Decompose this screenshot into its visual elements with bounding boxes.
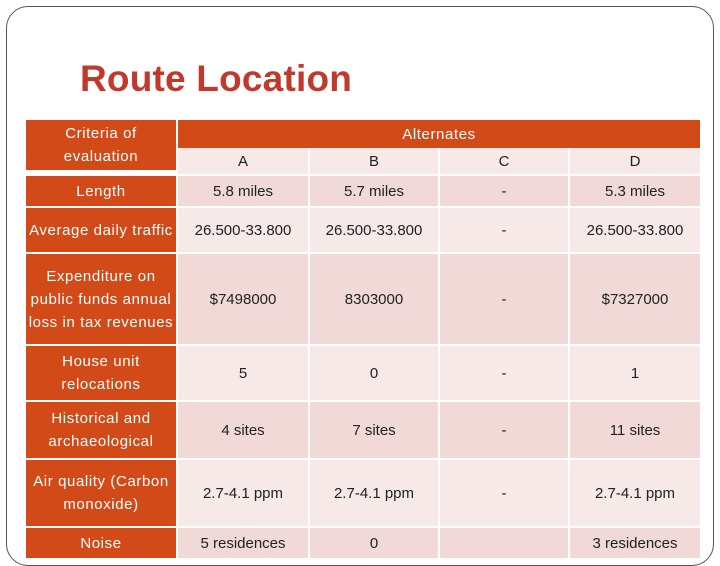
table-row-criterion: Historical and archaeological <box>26 402 176 458</box>
table-cell: $7498000 <box>178 254 308 344</box>
table-cell: 8303000 <box>310 254 438 344</box>
column-header-b: B <box>310 148 438 174</box>
table-cell: - <box>440 346 568 400</box>
table-cell: - <box>440 254 568 344</box>
table-cell: 5.8 miles <box>178 176 308 206</box>
table-cell: 2.7-4.1 ppm <box>570 460 700 526</box>
table-cell: 1 <box>570 346 700 400</box>
table-cell: 26.500-33.800 <box>570 208 700 252</box>
table-cell: 5.3 miles <box>570 176 700 206</box>
table-cell: 2.7-4.1 ppm <box>310 460 438 526</box>
table-cell <box>440 528 568 558</box>
table-cell: 26.500-33.800 <box>178 208 308 252</box>
alternates-header: Alternates <box>178 120 700 148</box>
table-cell: 7 sites <box>310 402 438 458</box>
table-row-criterion: Average daily traffic <box>26 208 176 252</box>
table-cell: 0 <box>310 528 438 558</box>
table-cell: 11 sites <box>570 402 700 458</box>
table-cell: 3 residences <box>570 528 700 558</box>
table-cell: 5.7 miles <box>310 176 438 206</box>
table-cell: 5 <box>178 346 308 400</box>
table-cell: 0 <box>310 346 438 400</box>
table-row-criterion: Air quality (Carbon monoxide) <box>26 460 176 526</box>
table-cell: 5 residences <box>178 528 308 558</box>
table-cell: - <box>440 402 568 458</box>
column-header-c: C <box>440 148 568 174</box>
table-row-criterion: Length <box>26 176 176 206</box>
table-cell: $7327000 <box>570 254 700 344</box>
table-row-criterion: Expenditure on public funds annual loss in tax revenues <box>26 254 176 344</box>
table-cell: - <box>440 460 568 526</box>
criteria-header: Criteria of evaluation <box>26 120 176 170</box>
column-header-d: D <box>570 148 700 174</box>
table-cell: 2.7-4.1 ppm <box>178 460 308 526</box>
slide-title: Route Location <box>80 58 353 99</box>
table-row-criterion: House unit relocations <box>26 346 176 400</box>
table-cell: - <box>440 176 568 206</box>
column-header-a: A <box>178 148 308 174</box>
table-cell: 4 sites <box>178 402 308 458</box>
table-cell: 26.500-33.800 <box>310 208 438 252</box>
table-row-criterion: Noise <box>26 528 176 558</box>
table-cell: - <box>440 208 568 252</box>
